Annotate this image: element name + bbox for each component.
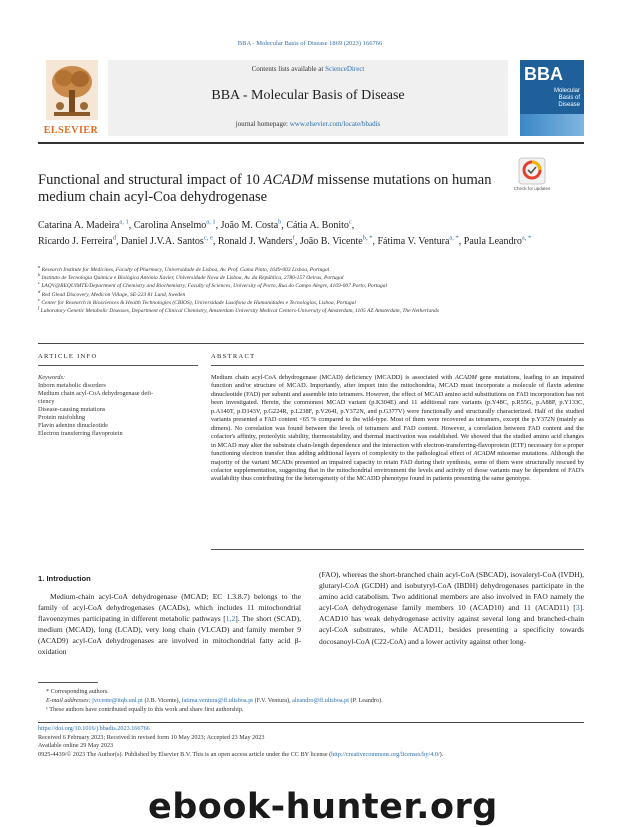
author-6[interactable] bbox=[218, 236, 300, 247]
intro-text: ]. The short (SCAD), medium (MCAD), long (LCAD), very long chain (VLCAD) and family member 9 (ACAD9) acyl-CoA dehydrogenases are involved in mitochondrial fatty acid β-oxidation bbox=[38, 614, 301, 657]
email-line bbox=[38, 696, 584, 705]
intro-text: ]. ACAD10 has weak dehydrogenase activity against several long and branched-chain acyl-CoA substrates, while ACAD11, besides presenting a specificity towards docosanoyl-CoA (C22-CoA) and a lower activity against other long- bbox=[319, 603, 584, 646]
keyword-item: Protein misfolding bbox=[38, 414, 86, 421]
affiliation-key: a bbox=[38, 264, 41, 270]
available-online: Available online 29 May 2023 bbox=[38, 742, 114, 750]
intro-text: (FAO), whereas the short-branched chain acyl-CoA (SBCAD), isovaleryl-CoA (IVDH), glutaryl-CoA (GCDH) and isobutyryl-CoA (IBDH) dehydrogenases participate in the amino acid catabolism. Two additional members are also involved in FAO namely the acyl-CoA dehydrogenase family members 10 (ACAD10) and 11 (ACAD11) [ bbox=[319, 570, 584, 613]
affiliation-item bbox=[38, 288, 584, 299]
author-sup: a, * bbox=[449, 234, 459, 242]
corresponding-note: * Corresponding authors. bbox=[46, 688, 109, 695]
author-sep: , bbox=[115, 236, 121, 247]
introduction-heading: 1. Introduction bbox=[38, 574, 91, 583]
email-owner: (P. Leandro). bbox=[348, 697, 383, 704]
author-4[interactable] bbox=[38, 236, 121, 247]
affiliation-key: b bbox=[38, 272, 41, 278]
author-name: João B. Vicente bbox=[299, 236, 363, 247]
author-8[interactable] bbox=[377, 236, 463, 247]
homepage-line bbox=[108, 120, 508, 128]
author-sep: , bbox=[212, 236, 218, 247]
abstract-text bbox=[211, 374, 584, 484]
author-sep: , bbox=[281, 220, 287, 231]
affiliation-key: f bbox=[38, 305, 40, 311]
title-part-2: missense mutations on human medium chain acyl-Coa dehydrogenase bbox=[38, 172, 492, 205]
intro-text: Medium-chain acyl-CoA dehydrogenase (MCAD; EC 1.3.8.7) belongs to the family of acyl-CoA dehydrogenases (ACADs), which includes 11 mitochondrial flavoenzymes participating in different metabolic pathways [ bbox=[38, 592, 301, 624]
author-9[interactable] bbox=[464, 236, 531, 247]
check-for-updates-label: Check for updates bbox=[513, 186, 551, 191]
keyword-item: Inborn metabolic disorders bbox=[38, 382, 106, 389]
journal-info-box bbox=[108, 60, 508, 136]
email-link[interactable]: jvicente@itqb.unl.pt bbox=[92, 697, 143, 704]
email-owner: (J.B. Vicente), bbox=[142, 697, 182, 704]
author-sup: a, 1 bbox=[119, 218, 129, 226]
affiliation-rule bbox=[38, 343, 584, 344]
affiliation-list bbox=[38, 266, 584, 315]
equal-contribution-note: ¹ These authors have contributed equally to this work and share first authorship. bbox=[46, 706, 244, 713]
article-title bbox=[38, 172, 498, 206]
introduction-left-column bbox=[38, 591, 301, 658]
journal-citation[interactable]: BBA - Molecular Basis of Disease 1869 (2023) 166766 bbox=[237, 40, 383, 47]
journal-name: BBA - Molecular Basis of Disease bbox=[211, 88, 405, 103]
affiliation-text: Center for Research in Biosciences & Health Technologies (CBIOS), Universidade Lusófona de Humanidades e Tecnologias, Lisboa, Portugal bbox=[41, 299, 356, 306]
keyword-item: ciency bbox=[38, 398, 55, 405]
author-0[interactable] bbox=[38, 220, 134, 231]
keywords-label: Keywords: bbox=[38, 374, 66, 381]
author-name: Carolina Anselmo bbox=[133, 220, 207, 231]
author-sup: c bbox=[348, 218, 352, 226]
author-7[interactable] bbox=[300, 236, 378, 247]
author-sup: d bbox=[112, 234, 116, 242]
author-sep: , bbox=[458, 236, 464, 247]
email-label: E-mail addresses: bbox=[46, 697, 93, 704]
homepage-link[interactable]: www.elsevier.com/locate/bbadis bbox=[289, 120, 381, 128]
affiliation-item bbox=[38, 307, 584, 315]
homepage-prefix: journal homepage: bbox=[235, 120, 290, 128]
meta-rule bbox=[38, 722, 584, 723]
author-sep: , bbox=[372, 236, 378, 247]
copyright-text: ). bbox=[439, 751, 444, 759]
elsevier-tree-icon bbox=[46, 60, 98, 120]
author-2[interactable] bbox=[221, 220, 287, 231]
affiliation-item bbox=[38, 274, 584, 282]
keyword-item: Electron transferring flavoprotein bbox=[38, 430, 123, 437]
affiliation-item bbox=[38, 282, 584, 290]
check-for-updates-icon[interactable] bbox=[518, 157, 546, 185]
abstract-rule bbox=[211, 365, 584, 366]
abstract-part: gene mutations, leading to an impaired function and/or structure of MCAD. Importantly, after import into the mitochondria, MCAD must incorporate a molecule of flavin adenine dinucleotide (FAD) per subunit and assemble into tetramers. However, the effect of MCAD amino acid substitutions on FAD incorporation has not been investigated. Herein, the commonest MCAD variant (p.K304E) and 11 additional rare variants (p.Y48C, p.R55G, p.A88P, p.Y133C, p.A140T, p.D143V, p.G224R, p.L238F, p.V264I, p.Y372N, and p.G377V) were functionally and structurally characterized. Half of the studied variants presented a FAD content <65 % compared to the wild-type. Most of them were recovered as tetramers, except the p.Y372N (mainly as dimers). No correlation was found between the levels of tetramers and FAD content. However, a correlation between FAD content and the cofactor's affinity, proteolytic stability, thermostability, and thermal inactivation was established. We showed that the studied amino acid changes in MCAD may alter the substrate chain-length dependence and the interaction with electron-transferring-flavoprotein (ETF) necessary for a proper functioning electron transfer thus adding additional layers of complexity to the pathological effect of bbox=[211, 374, 584, 458]
email-owner: (F.V. Ventura), bbox=[253, 697, 293, 704]
article-meta bbox=[38, 725, 584, 760]
sciencedirect-link[interactable]: ScienceDirect bbox=[325, 65, 365, 73]
keyword-item: Disease-causing mutations bbox=[38, 406, 106, 413]
citation-link[interactable]: 1,2 bbox=[225, 614, 236, 624]
title-part-1: Functional and structural impact of 10 bbox=[38, 172, 264, 188]
author-1[interactable] bbox=[134, 220, 221, 231]
copyright-text: 0925-4439/© 2023 The Author(s). Published by Elsevier B.V. This is an open access article under the CC BY license ( bbox=[38, 751, 332, 759]
journal-header bbox=[38, 60, 584, 138]
author-sup: a, * bbox=[521, 234, 532, 242]
affiliation-item bbox=[38, 266, 584, 274]
footnotes bbox=[38, 687, 584, 714]
title-gene: ACADM bbox=[263, 172, 314, 188]
introduction-right-column bbox=[319, 569, 584, 647]
affiliation-item bbox=[38, 296, 584, 307]
author-sup: c, e bbox=[203, 234, 213, 242]
author-name: Daniel J.V.A. Santos bbox=[120, 236, 204, 247]
author-name: Ronald J. Wanders bbox=[217, 236, 293, 247]
article-info-heading: ARTICLE INFO bbox=[38, 353, 98, 360]
citation-link[interactable]: 3 bbox=[575, 603, 580, 613]
journal-cover[interactable] bbox=[520, 60, 584, 136]
author-sep: , bbox=[294, 236, 300, 247]
affiliation-text: Red Glead Discovery, Medicon Village, SE-223 81 Lund, Sweden bbox=[41, 291, 186, 298]
author-name: Cátia A. Bonito bbox=[286, 220, 349, 231]
abstract-gene: ACADM bbox=[473, 450, 496, 458]
elsevier-logo[interactable] bbox=[38, 60, 104, 136]
cover-title: BBA bbox=[524, 64, 563, 84]
email-link[interactable]: aleandro@ff.ulisboa.pt bbox=[292, 697, 349, 704]
copyright-line bbox=[38, 751, 584, 760]
author-name: Paula Leandro bbox=[463, 236, 522, 247]
abstract-bottom-rule bbox=[211, 549, 584, 550]
cover-subtitle: Molecular Basis of Disease bbox=[553, 88, 580, 108]
keyword-item: Flavin adenine dinucleotide bbox=[38, 422, 108, 429]
author-sep: , bbox=[128, 220, 134, 231]
author-sep: , bbox=[215, 220, 221, 231]
affiliation-text: Instituto de Tecnologia Química e Biológica António Xavier, Universidade Nova de Lisboa, Av. da República, 2780-157 Oeiras, Portugal bbox=[41, 275, 344, 282]
author-3[interactable] bbox=[286, 220, 354, 231]
keywords-block bbox=[38, 374, 198, 438]
affiliation-key: c bbox=[38, 280, 40, 286]
abstract-part: missense mutations. Although the majority of the variant MCADs presented an impaired capacity to retain FAD during their synthesis, some of them were structurally rescued by cofactor supplementation, suggesting that in the mitochondrial environment the levels and activity of those variants may be dependent of FAD's availability thus contributing for the heterogeneity of the MCADD phenotype found in patients presenting the same genotype. bbox=[211, 450, 584, 483]
contents-prefix: Contents lists available at bbox=[251, 65, 326, 73]
header-rule bbox=[38, 142, 584, 144]
doi-link[interactable]: https://doi.org/10.1016/j.bbadis.2023.166766 bbox=[38, 725, 150, 732]
author-name: Ricardo J. Ferreira bbox=[38, 236, 113, 247]
abstract-gene: ACADM bbox=[455, 374, 477, 381]
footnote-rule bbox=[38, 682, 98, 683]
affiliation-text: Laboratory Genetic Metabolic Diseases, Department of Clinical Chemistry, Amsterdam University Medical Centers-University of Amsterdam, 1105 AZ Amsterdam, The Netherlands bbox=[40, 308, 439, 315]
article-info-rule bbox=[38, 365, 198, 366]
author-name: João M. Costa bbox=[220, 220, 279, 231]
author-sup: b bbox=[278, 218, 282, 226]
author-sup: a, 1 bbox=[206, 218, 216, 226]
keyword-item: Medium chain acyl-CoA dehydrogenase defi- bbox=[38, 390, 154, 397]
abstract-part: Medium chain acyl-CoA dehydrogenase (MCAD) deficiency (MCADD) is associated with bbox=[211, 374, 456, 381]
author-5[interactable] bbox=[121, 236, 218, 247]
affiliation-key: d bbox=[38, 288, 41, 294]
abstract-heading: ABSTRACT bbox=[211, 353, 256, 360]
author-sup: f bbox=[292, 234, 295, 242]
received-dates: Received 6 February 2023; Received in revised form 10 May 2023; Accepted 23 May 2023 bbox=[38, 733, 265, 741]
author-list bbox=[38, 218, 584, 250]
affiliation-key: e bbox=[38, 296, 40, 302]
email-link[interactable]: fatima.ventura@ff.ulisboa.pt bbox=[181, 697, 254, 704]
cover-stripe bbox=[520, 114, 584, 136]
author-name: Catarina A. Madeira bbox=[38, 220, 120, 231]
license-link[interactable]: http://creativecommons.org/licenses/by/4.0/ bbox=[331, 751, 440, 759]
author-sup: b, * bbox=[362, 234, 373, 242]
author-name: Fátima V. Ventura bbox=[377, 236, 450, 247]
affiliation-text: Research Institute for Medicines, Faculty of Pharmacy, Universidade de Lisboa, Av. Prof. Gama Pinto, 1649-003 Lisboa, Portugal bbox=[41, 267, 330, 273]
watermark-text: ebook-hunter.org bbox=[148, 787, 498, 827]
contents-line bbox=[108, 65, 508, 73]
elsevier-wordmark: ELSEVIER bbox=[43, 125, 99, 136]
author-sep: , bbox=[351, 220, 355, 231]
affiliation-text: LAQV@REQUIMTE/Department of Chemistry and Biochemistry, Faculty of Sciences, University of Porto, Rua do Campo Alegre, 4169-007 Porto, Portugal bbox=[41, 283, 388, 290]
